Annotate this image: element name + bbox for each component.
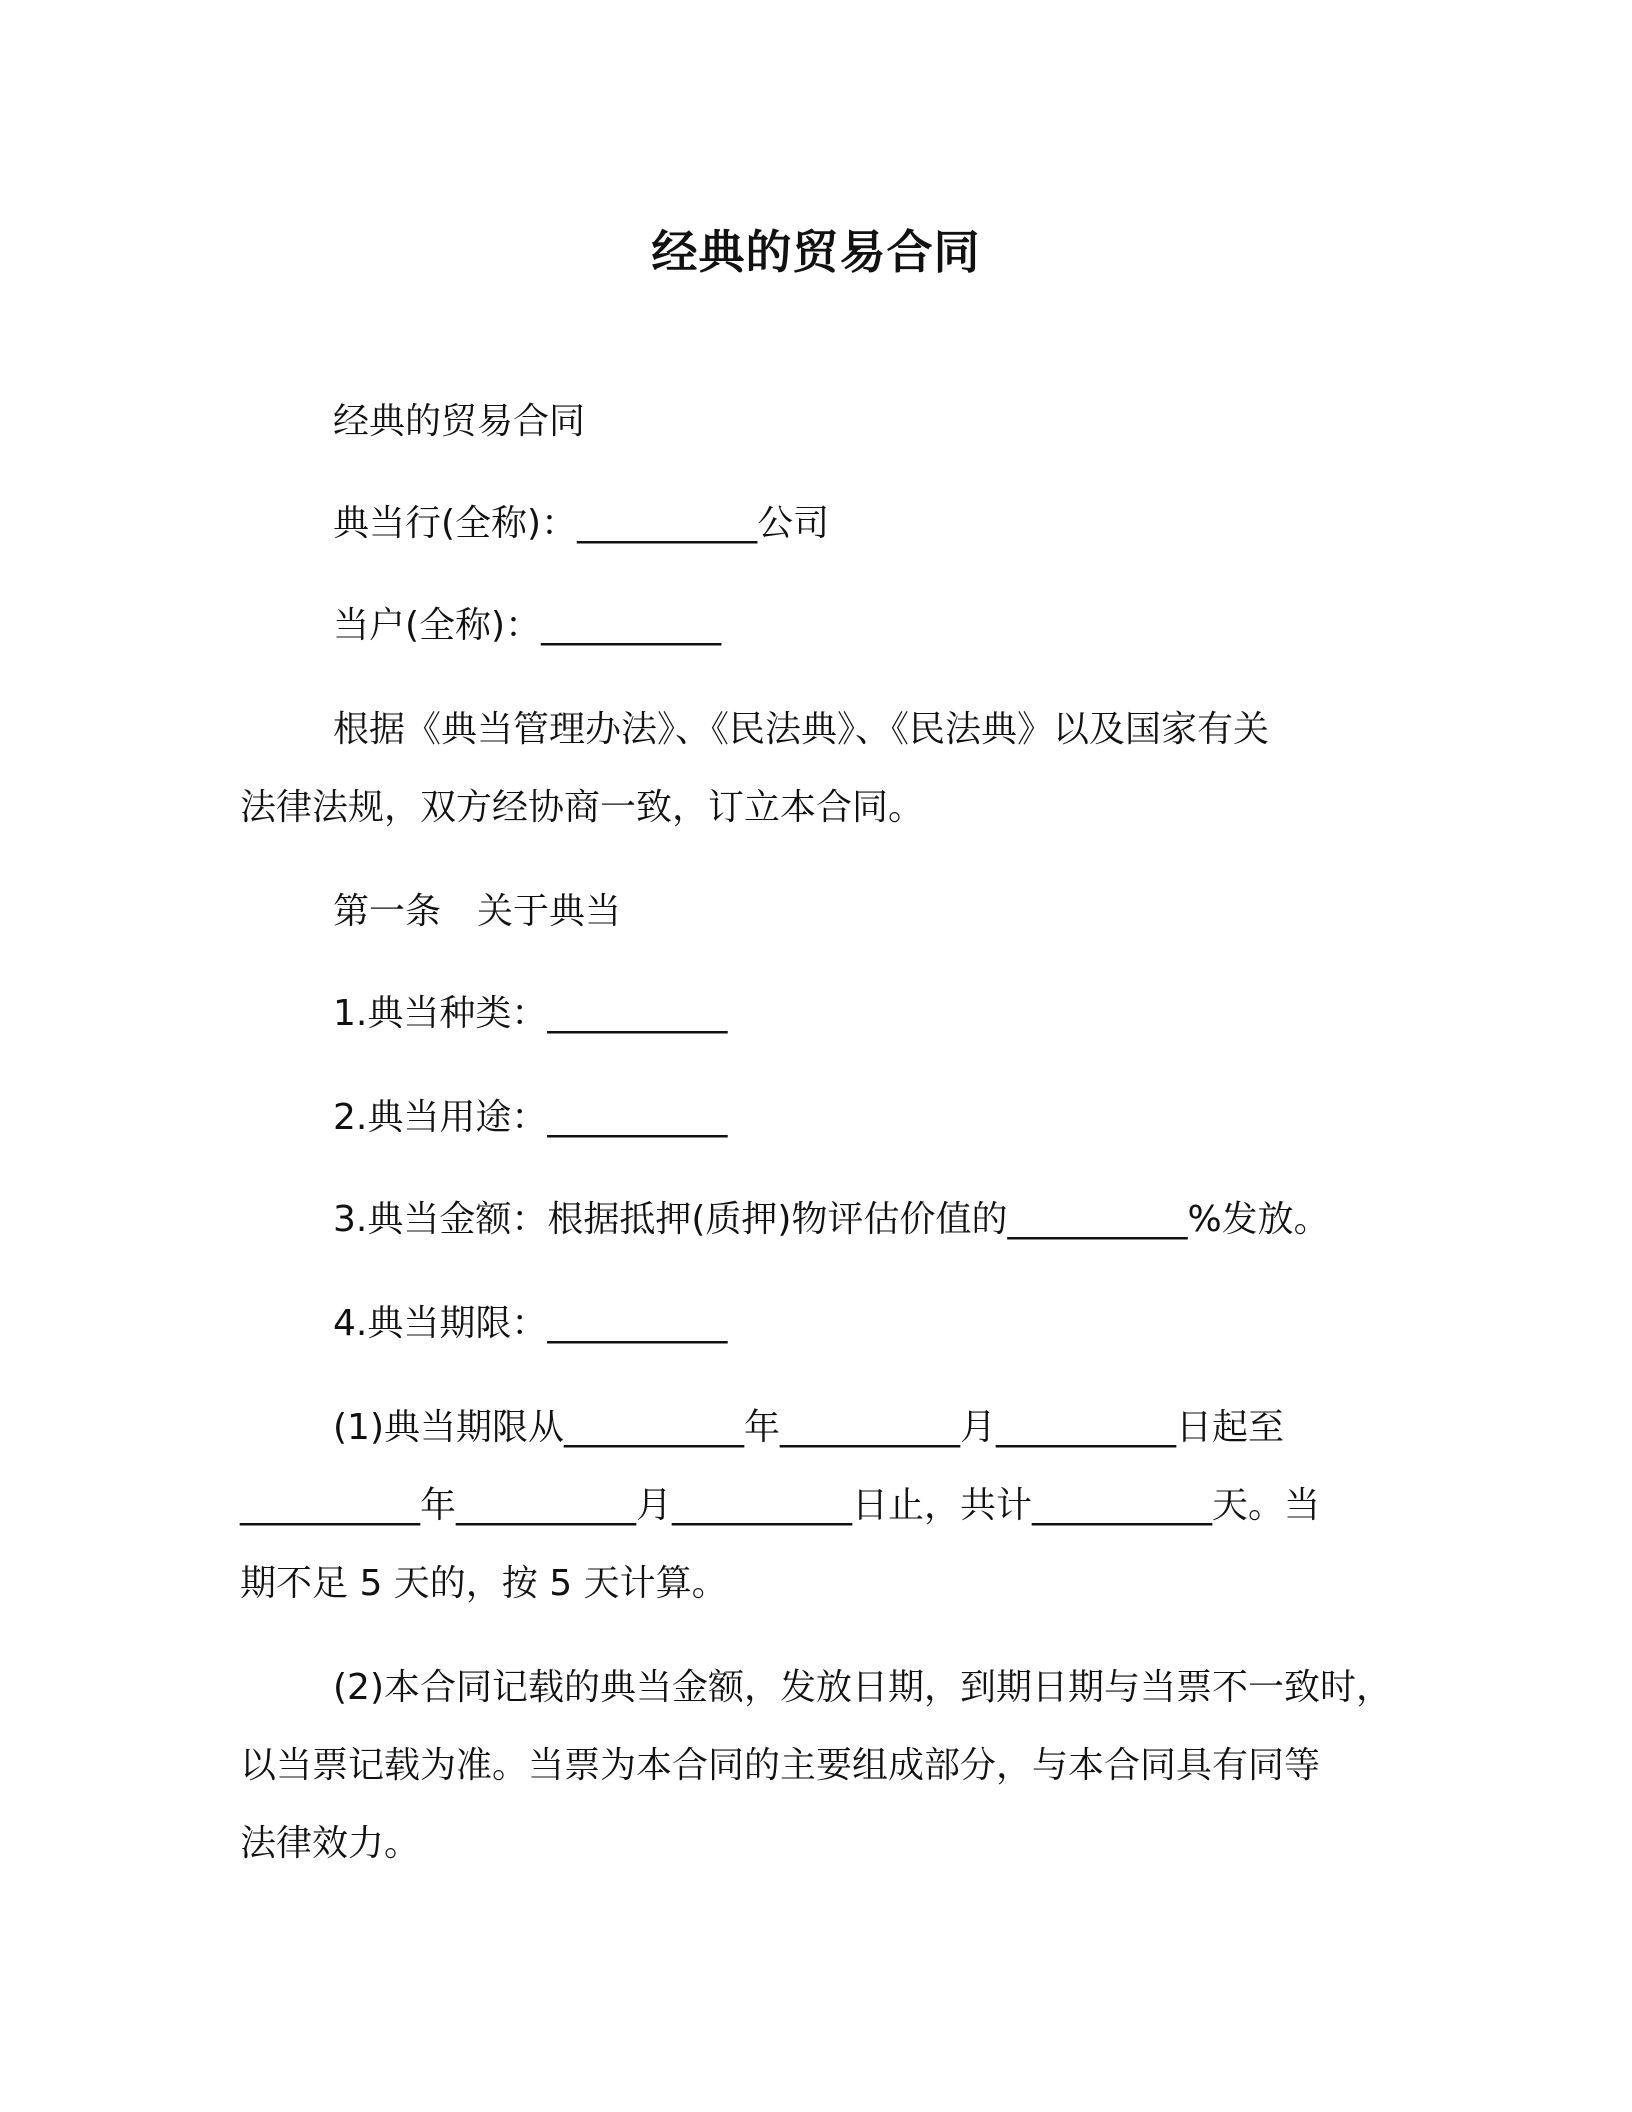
subtitle-line: 经典的贸易合同 [333, 401, 586, 442]
item-1-line: 1.典当种类：__________ [333, 993, 728, 1034]
item-3-line: 3.典当金额：根据抵押(质押)物评估价值的__________%发放。 [333, 1199, 1330, 1240]
term-line-2: __________年__________月__________日止，共计__________天。当 [240, 1485, 1321, 1526]
item-4-line: 4.典当期限：__________ [333, 1303, 728, 1344]
note-line-3: 法律效力。 [240, 1823, 421, 1864]
basis-line-2: 法律法规，双方经协商一致，订立本合同。 [240, 787, 925, 828]
note-line-2: 以当票记载为准。当票为本合同的主要组成部分，与本合同具有同等 [240, 1745, 1321, 1786]
document-title: 经典的贸易合同 [651, 225, 981, 279]
article-1-heading: 第一条 关于典当 [333, 891, 622, 932]
basis-line-1: 根据《典当管理办法》、《民法典》、《民法典》以及国家有关 [333, 709, 1270, 750]
pawner-line: 当户(全称)：__________ [333, 605, 722, 646]
term-line-3: 期不足 5 天的，按 5 天计算。 [240, 1563, 728, 1604]
pawnshop-line: 典当行(全称)：__________公司 [333, 503, 830, 544]
term-line-1: (1)典当期限从__________年__________月__________日起至 [333, 1407, 1284, 1448]
item-2-line: 2.典当用途：__________ [333, 1097, 728, 1138]
note-line-1: (2)本合同记载的典当金额，发放日期，到期日期与当票不一致时， [333, 1667, 1392, 1708]
